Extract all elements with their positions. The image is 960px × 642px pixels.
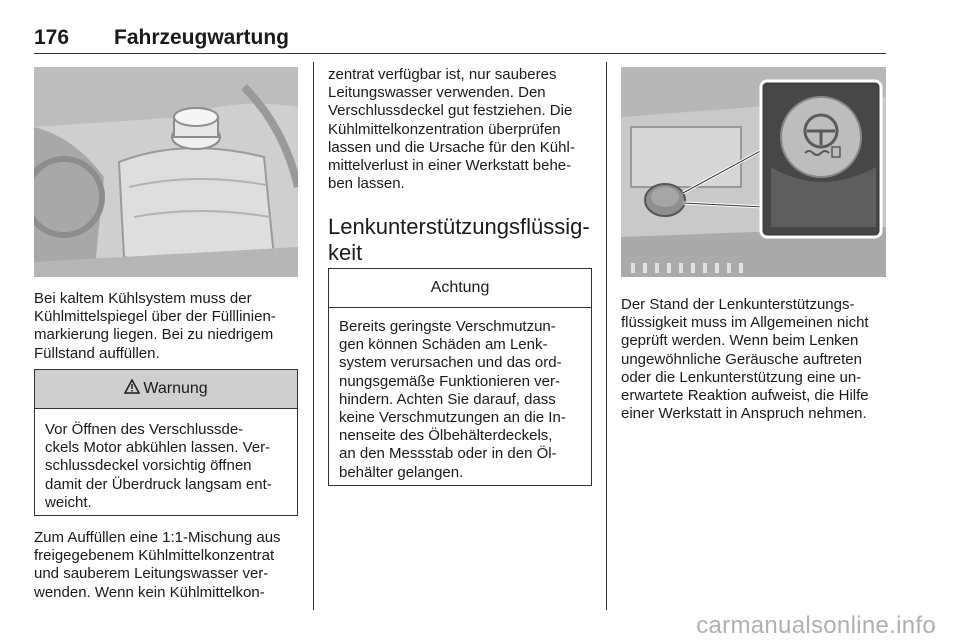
text-line: keine Verschmutzungen an die In-	[339, 409, 566, 427]
text-line: freigegebenem Kühlmittelkonzentrat	[34, 547, 275, 565]
text-line: nungsgemäße Funktionieren ver-	[339, 372, 560, 390]
text-line: Kühlmittelspiegel über der Fülllinien-	[34, 308, 276, 326]
text-line: flüssigkeit muss im Allgemeinen nicht	[621, 314, 869, 332]
text-line: Leitungswasser verwenden. Den	[328, 84, 546, 102]
text-line: ben lassen.	[328, 175, 405, 193]
power-steering-reservoir-photo	[621, 67, 886, 277]
caution-body	[329, 308, 591, 482]
text-line: damit der Überdruck langsam ent-	[45, 475, 272, 493]
text-line: mittelverlust in einer Werkstatt behe-	[328, 157, 572, 175]
text-line: ckels Motor abkühlen lassen. Ver-	[45, 439, 271, 457]
text-line: weicht.	[45, 493, 92, 511]
text-line: Kühlmittelkonzentration überprüfen	[328, 120, 561, 138]
page-title: Fahrzeugwartung	[114, 26, 290, 49]
watermark: carmanualsonline.info	[696, 612, 936, 639]
text-line: ungewöhnliche Geräusche auftreten	[621, 350, 862, 368]
coolant-reservoir-photo	[34, 67, 298, 277]
text-line: Verschlussdeckel gut festziehen. Die	[328, 102, 573, 120]
header-rule	[34, 53, 886, 54]
warning-box	[34, 369, 298, 516]
text-line: nenseite des Ölbehälterdeckels,	[339, 427, 553, 445]
text-line: lassen und die Ursache für den Kühl-	[328, 138, 575, 156]
heading-line: keit	[328, 240, 363, 265]
text-line: erwartete Reaktion aufweist, die Hilfe	[621, 387, 869, 405]
warning-heading	[35, 370, 297, 409]
text-line: Der Stand der Lenkunterstützungs-	[621, 296, 855, 313]
text-line: behälter gelangen.	[339, 463, 464, 481]
text-line: schlussdeckel vorsichtig öffnen	[45, 457, 252, 475]
text-line: einer Werkstatt in Anspruch nehmen.	[621, 405, 867, 423]
text-line: an den Messstab oder in den Öl-	[339, 445, 557, 463]
text-line: Vor Öffnen des Verschlussde-	[45, 421, 244, 438]
page-header	[34, 26, 886, 52]
col1-para2	[34, 529, 298, 602]
warning-label: Warnung	[143, 380, 208, 397]
column-divider-1	[313, 62, 314, 610]
column-divider-2	[606, 62, 607, 610]
text-line: wenden. Wenn kein Kühlmittelkon-	[34, 583, 265, 601]
text-line: Füllstand auffüllen.	[34, 344, 160, 362]
text-line: gen können Schäden am Lenk-	[339, 336, 548, 354]
caution-label: Achtung	[430, 279, 490, 296]
caution-box	[328, 268, 592, 486]
section-heading	[328, 214, 592, 266]
text-line: system verursachen und das ord-	[339, 354, 562, 372]
text-line: oder die Lenkunterstützung eine un-	[621, 368, 862, 386]
heading-line: Lenkunterstützungsflüssig-	[328, 214, 590, 239]
warning-body	[35, 409, 297, 512]
col1-para1	[34, 290, 298, 363]
warning-triangle-icon	[124, 379, 140, 399]
text-line: markierung liegen. Bei zu niedrigem	[34, 326, 274, 344]
text-line: hindern. Achten Sie darauf, dass	[339, 390, 556, 408]
text-line: Bei kaltem Kühlsystem muss der	[34, 290, 252, 307]
text-line: und sauberem Leitungswasser ver-	[34, 565, 269, 583]
text-line: Zum Auffüllen eine 1:1-Mischung aus	[34, 529, 281, 546]
caution-heading	[329, 269, 591, 308]
text-line: Bereits geringste Verschmutzun-	[339, 318, 556, 335]
text-line: geprüft werden. Wenn beim Lenken	[621, 332, 859, 350]
col2-para1	[328, 66, 592, 193]
col3-para1	[621, 296, 886, 423]
page-number: 176	[34, 26, 70, 49]
text-line: zentrat verfügbar ist, nur sauberes	[328, 66, 557, 83]
